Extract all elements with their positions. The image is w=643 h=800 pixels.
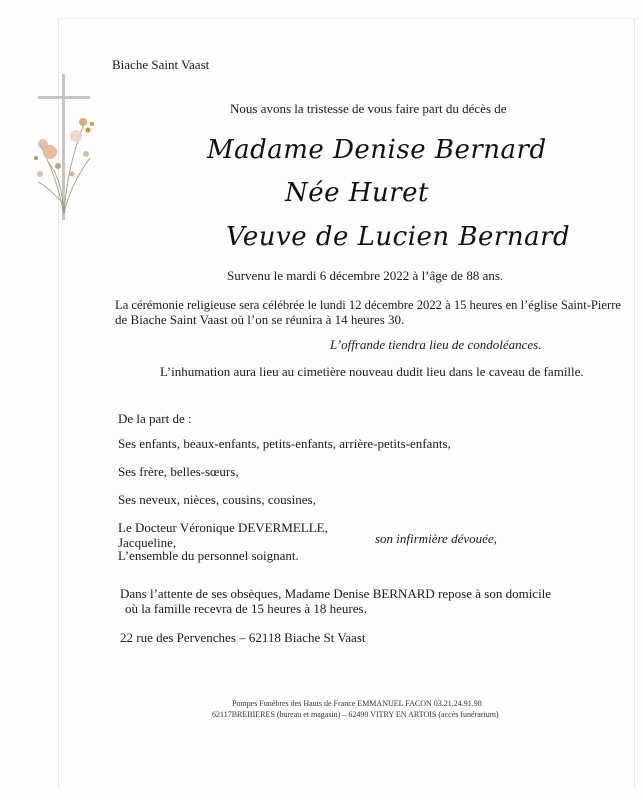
nurse-role: son infirmière dévouée, (375, 531, 497, 546)
ceremony-line-1: La cérémonie religieuse sera célébrée le lundi 12 décembre 2022 à 15 heures en l’église Saint-Pierre (115, 298, 621, 312)
death-notice: Survenu le mardi 6 décembre 2022 à l’âge de 88 ans. (227, 268, 504, 283)
burial-notice: L’inhumation aura lieu au cimetière nouveau dudit lieu dans le caveau de famille. (160, 364, 584, 379)
maiden-name: Née Huret (285, 178, 429, 208)
from-heading: De la part de : (118, 411, 192, 426)
widow-of: Veuve de Lucien Bernard (226, 222, 571, 252)
nurse-name: Jacqueline, (118, 535, 177, 550)
rest-line-2: où la famille recevra de 15 heures à 18 heures. (125, 601, 367, 616)
rest-line-1: Dans l’attente de ses obsèques, Madame Denise BERNARD repose à son domicile (120, 586, 552, 601)
deceased-name: Madame Denise Bernard (207, 135, 547, 165)
offering-note: L’offrande tiendra lieu de condoléances. (330, 337, 542, 352)
family-siblings: Ses frère, belles-sœurs, (118, 464, 239, 479)
funeral-home-line-2: 62117BREBIERES (bureau et magasin) – 62490 VITRY EN ARTOIS (accès funérarium) (212, 710, 499, 719)
town-header: Biache Saint Vaast (112, 57, 210, 72)
care-staff: L’ensemble du personnel soignant. (118, 548, 299, 563)
funeral-home-line-1: Pompes Funèbres des Hauts de France EMMANUEL FACON 03.21.24.91.98 (232, 699, 482, 708)
doctor-name: Le Docteur Véronique DEVERMELLE, (118, 520, 328, 535)
page-border-top (58, 18, 635, 19)
page-border-right (634, 18, 635, 788)
cross-flowers-icon (28, 74, 108, 224)
home-address: 22 rue des Pervenches – 62118 Biache St Vaast (120, 630, 366, 645)
ceremony-line-2: de Biache Saint Vaast où l’on se réunira à 14 heures 30. (115, 312, 405, 327)
intro-text: Nous avons la tristesse de vous faire part du décès de (230, 101, 507, 116)
family-children: Ses enfants, beaux-enfants, petits-enfants, arrière-petits-enfants, (118, 436, 451, 451)
family-nephews: Ses neveux, nièces, cousins, cousines, (118, 492, 316, 507)
